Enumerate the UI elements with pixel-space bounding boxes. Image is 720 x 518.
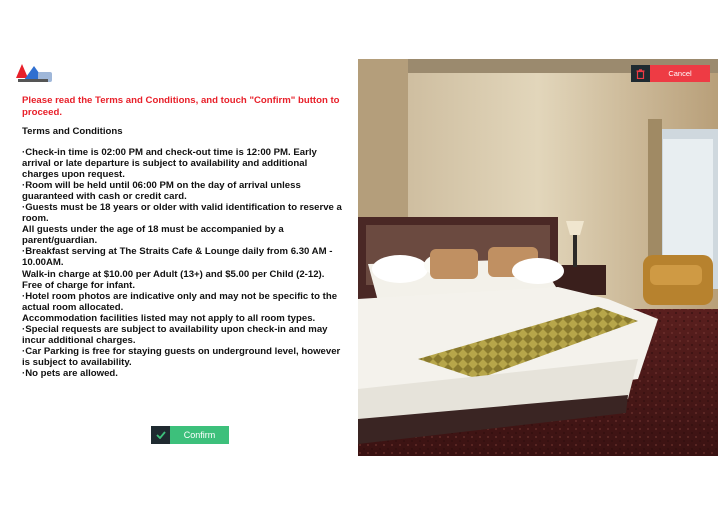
terms-line: ·No pets are allowed.: [22, 367, 118, 379]
terms-line: ·Breakfast serving at The Straits Cafe & Lounge daily from 6.30 AM - 10.00AM.: [22, 246, 333, 269]
terms-line: Free of charge for infant.: [22, 279, 136, 291]
terms-line: ·Car Parking is free for staying guests on underground level, however is subject to availability.: [22, 345, 341, 368]
room-photo: [358, 59, 718, 456]
terms-heading: Terms and Conditions: [22, 126, 123, 137]
confirm-button[interactable]: [151, 426, 229, 444]
terms-line: ·Guests must be 18 years or older with valid identification to reserve a room.: [22, 202, 342, 225]
checkmark-icon: [151, 426, 170, 444]
confirm-label: Confirm: [170, 426, 229, 444]
trash-icon: [631, 65, 650, 82]
cancel-button[interactable]: [631, 65, 710, 82]
terms-line: ·Special requests are subject to availability upon check-in and may incur additional charges.: [22, 323, 328, 346]
terms-line: ·Room will be held until 06:00 PM on the day of arrival unless guaranteed with cash or credit card.: [22, 180, 301, 203]
terms-line: Accommodation facilities listed may not apply to all room types.: [22, 312, 316, 324]
terms-line: All guests under the age of 18 must be accompanied by a parent/guardian.: [22, 224, 284, 247]
app-logo: [14, 60, 54, 86]
terms-line: Walk-in charge at $10.00 per Adult (13+) and $5.00 per Child (2-12).: [22, 268, 325, 280]
instruction-text: Please read the Terms and Conditions, and touch "Confirm" button to proceed.: [22, 95, 340, 118]
terms-line: ·Check-in time is 02:00 PM and check-out time is 12:00 PM. Early arrival or late departure is subject to availability and additional charges upon request.: [22, 147, 317, 181]
terms-body: [22, 147, 342, 379]
cancel-label: Cancel: [650, 65, 710, 82]
terms-line: ·Hotel room photos are indicative only and may not be specific to the actual room allocated.: [22, 290, 338, 313]
